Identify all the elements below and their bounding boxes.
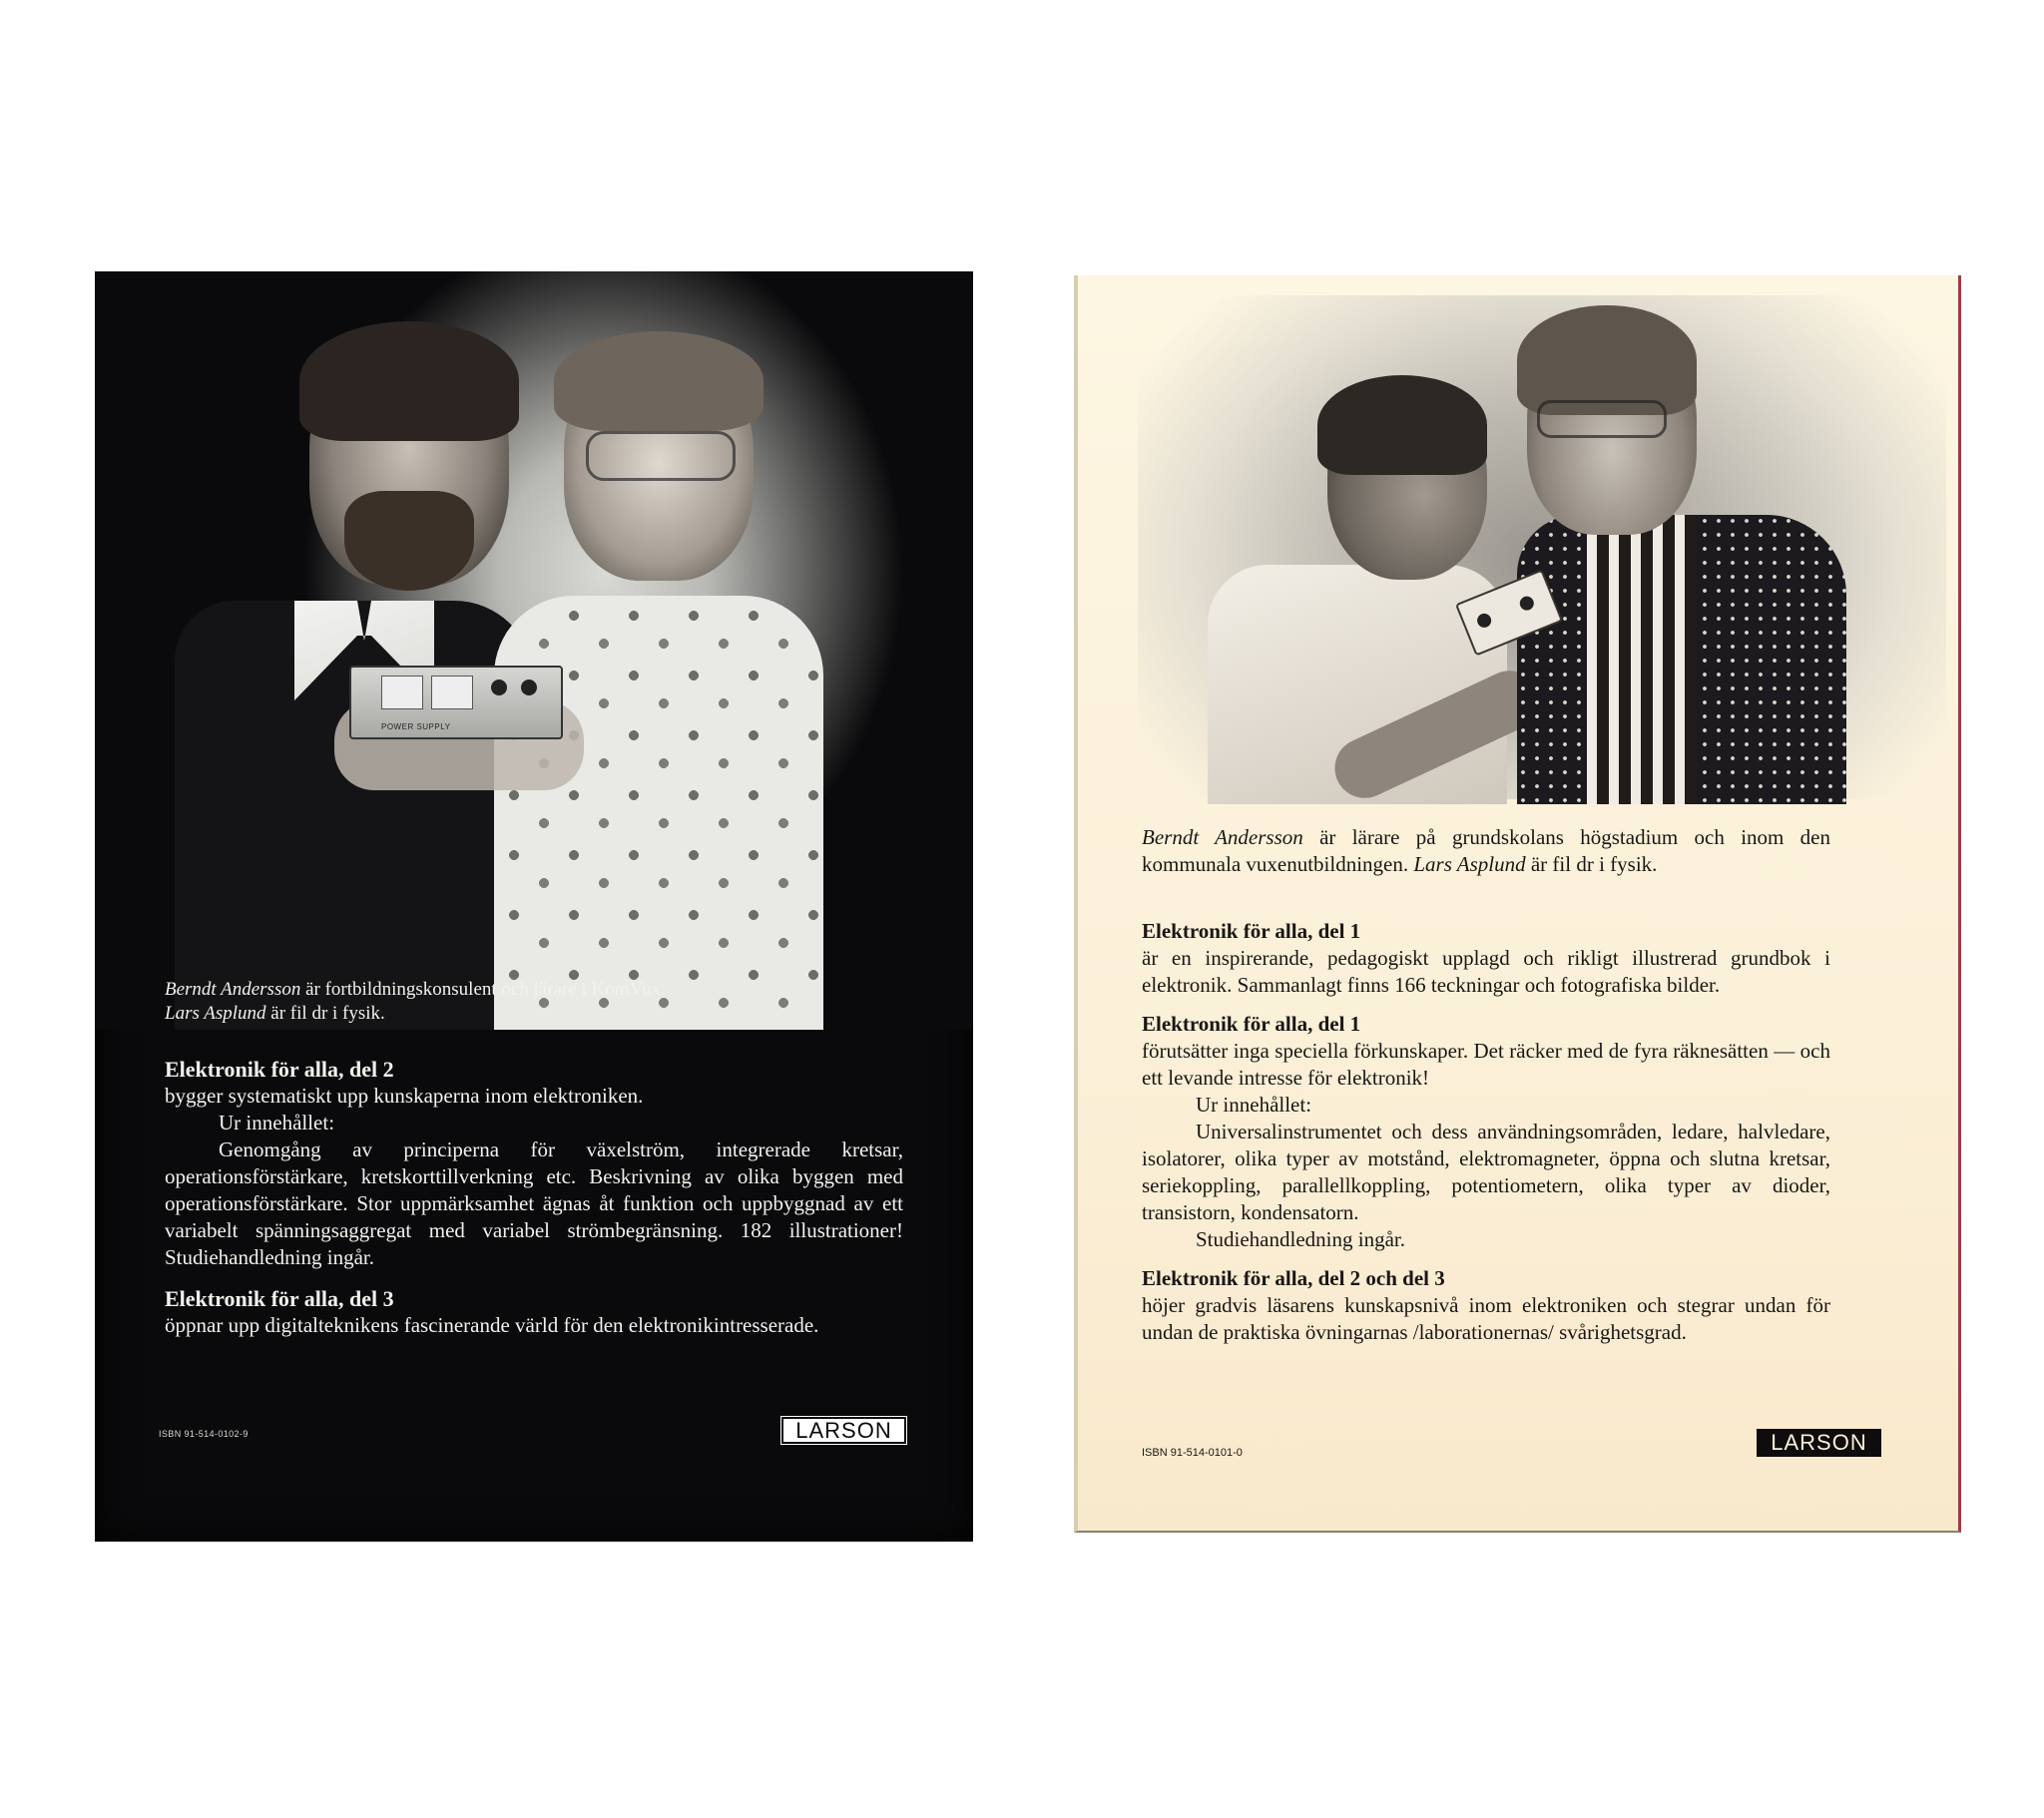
section-body: bygger systematiskt upp kunskaperna inom elektroniken.	[165, 1084, 644, 1108]
power-supply-device	[349, 666, 563, 739]
study-guide-note: Studiehandledning ingår.	[1196, 1227, 1405, 1251]
person-right-striped-shirt	[1517, 515, 1846, 804]
section-heading: Elektronik för alla, del 1	[1142, 919, 1361, 943]
publisher-logo: LARSON	[781, 1417, 906, 1444]
author-name: Berndt Andersson	[1142, 825, 1303, 849]
person-left-hair	[1317, 375, 1487, 475]
book-back-cover-del-2	[95, 271, 973, 1542]
author-caption: Berndt Andersson är lärare på grundskolans högstadium och inom den kommunala vuxenutbildningen. Lars Asplund är fil dr i fysik.	[1142, 825, 1830, 876]
beard	[344, 491, 474, 591]
glasses	[586, 431, 736, 481]
section-body: öppnar upp digitalteknikens fascinerande värld för den elektronikintresserade.	[165, 1313, 819, 1337]
contents-label: Ur innehållet:	[1196, 1093, 1312, 1117]
back-cover-text	[1142, 824, 1830, 1346]
glasses	[1537, 400, 1667, 438]
section-body: höjer gradvis läsarens kunskapsnivå inom elektroniken och stegrar undan för undan de praktiska övningarnas /laborationernas/ svårighetsgrad.	[1142, 1293, 1830, 1344]
section-heading: Elektronik för alla, del 2	[165, 1057, 394, 1082]
knob-icon	[1518, 595, 1536, 613]
person-right-hair	[1517, 305, 1697, 415]
contents-label: Ur innehållet:	[219, 1111, 335, 1135]
back-cover-text	[165, 978, 903, 1339]
meter-icon	[381, 676, 423, 709]
person-right-patterned-shirt	[494, 596, 823, 1030]
contents-body: Universalinstrumentet och dess användningsområden, ledare, halvledare, isolatorer, olika typer av motstånd, elektromagneter, öppna och slutna kretsar, seriekoppling, parallellkoppling, potentiometern, olika typer av dioder, transistorn, kondensatorn.	[1142, 1120, 1830, 1224]
knob-icon	[491, 680, 507, 695]
publisher-logo: LARSON	[1757, 1429, 1881, 1457]
section-body: förutsätter inga speciella förkunskaper. Det räcker med de fyra räknesätten — och ett levande intresse för elektronik!	[1142, 1039, 1830, 1090]
device-label: POWER SUPPLY	[381, 722, 451, 731]
section-heading: Elektronik för alla, del 2 och del 3	[1142, 1266, 1445, 1290]
isbn: ISBN 91-514-0102-9	[159, 1429, 249, 1439]
section-heading: Elektronik för alla, del 1	[1142, 1012, 1361, 1036]
author-name: Lars Asplund	[1413, 852, 1526, 876]
isbn: ISBN 91-514-0101-0	[1142, 1447, 1243, 1459]
section-body: är en inspirerande, pedagogiskt upplagd och rikligt illustrerad grundbok i elektronik. Sammanlagt finns 166 teckningar och fotografiska bilder.	[1142, 946, 1830, 997]
person-right-hair	[554, 331, 764, 431]
person-left-hair	[299, 321, 519, 441]
meter-icon	[431, 676, 473, 709]
knob-icon	[1475, 612, 1493, 630]
author-name: Berndt Andersson	[165, 979, 301, 1000]
book-back-cover-del-1	[1074, 275, 1961, 1533]
author-photo	[95, 271, 973, 1030]
knob-icon	[521, 680, 537, 695]
author-name: Lars Asplund	[165, 1003, 266, 1024]
contents-body: Genomgång av principerna för växelström, integrerade kretsar, operationsförstärkare, kretskorttillverkning etc. Beskrivning av olika byggen med operationsförstärkare. Stor uppmärksamhet ägnas åt funktion och uppbyggnad av ett variabelt spänningsaggregat med variabel strömbegränsning. 182 illustrationer! Studiehandledning ingår.	[165, 1137, 903, 1269]
author-photo	[1138, 295, 1946, 799]
author-caption: Berndt Andersson är fortbildningskonsulent och lärare i KomVux. Lars Asplund är fil dr i fysik.	[165, 979, 666, 1024]
section-heading: Elektronik för alla, del 3	[165, 1286, 394, 1311]
